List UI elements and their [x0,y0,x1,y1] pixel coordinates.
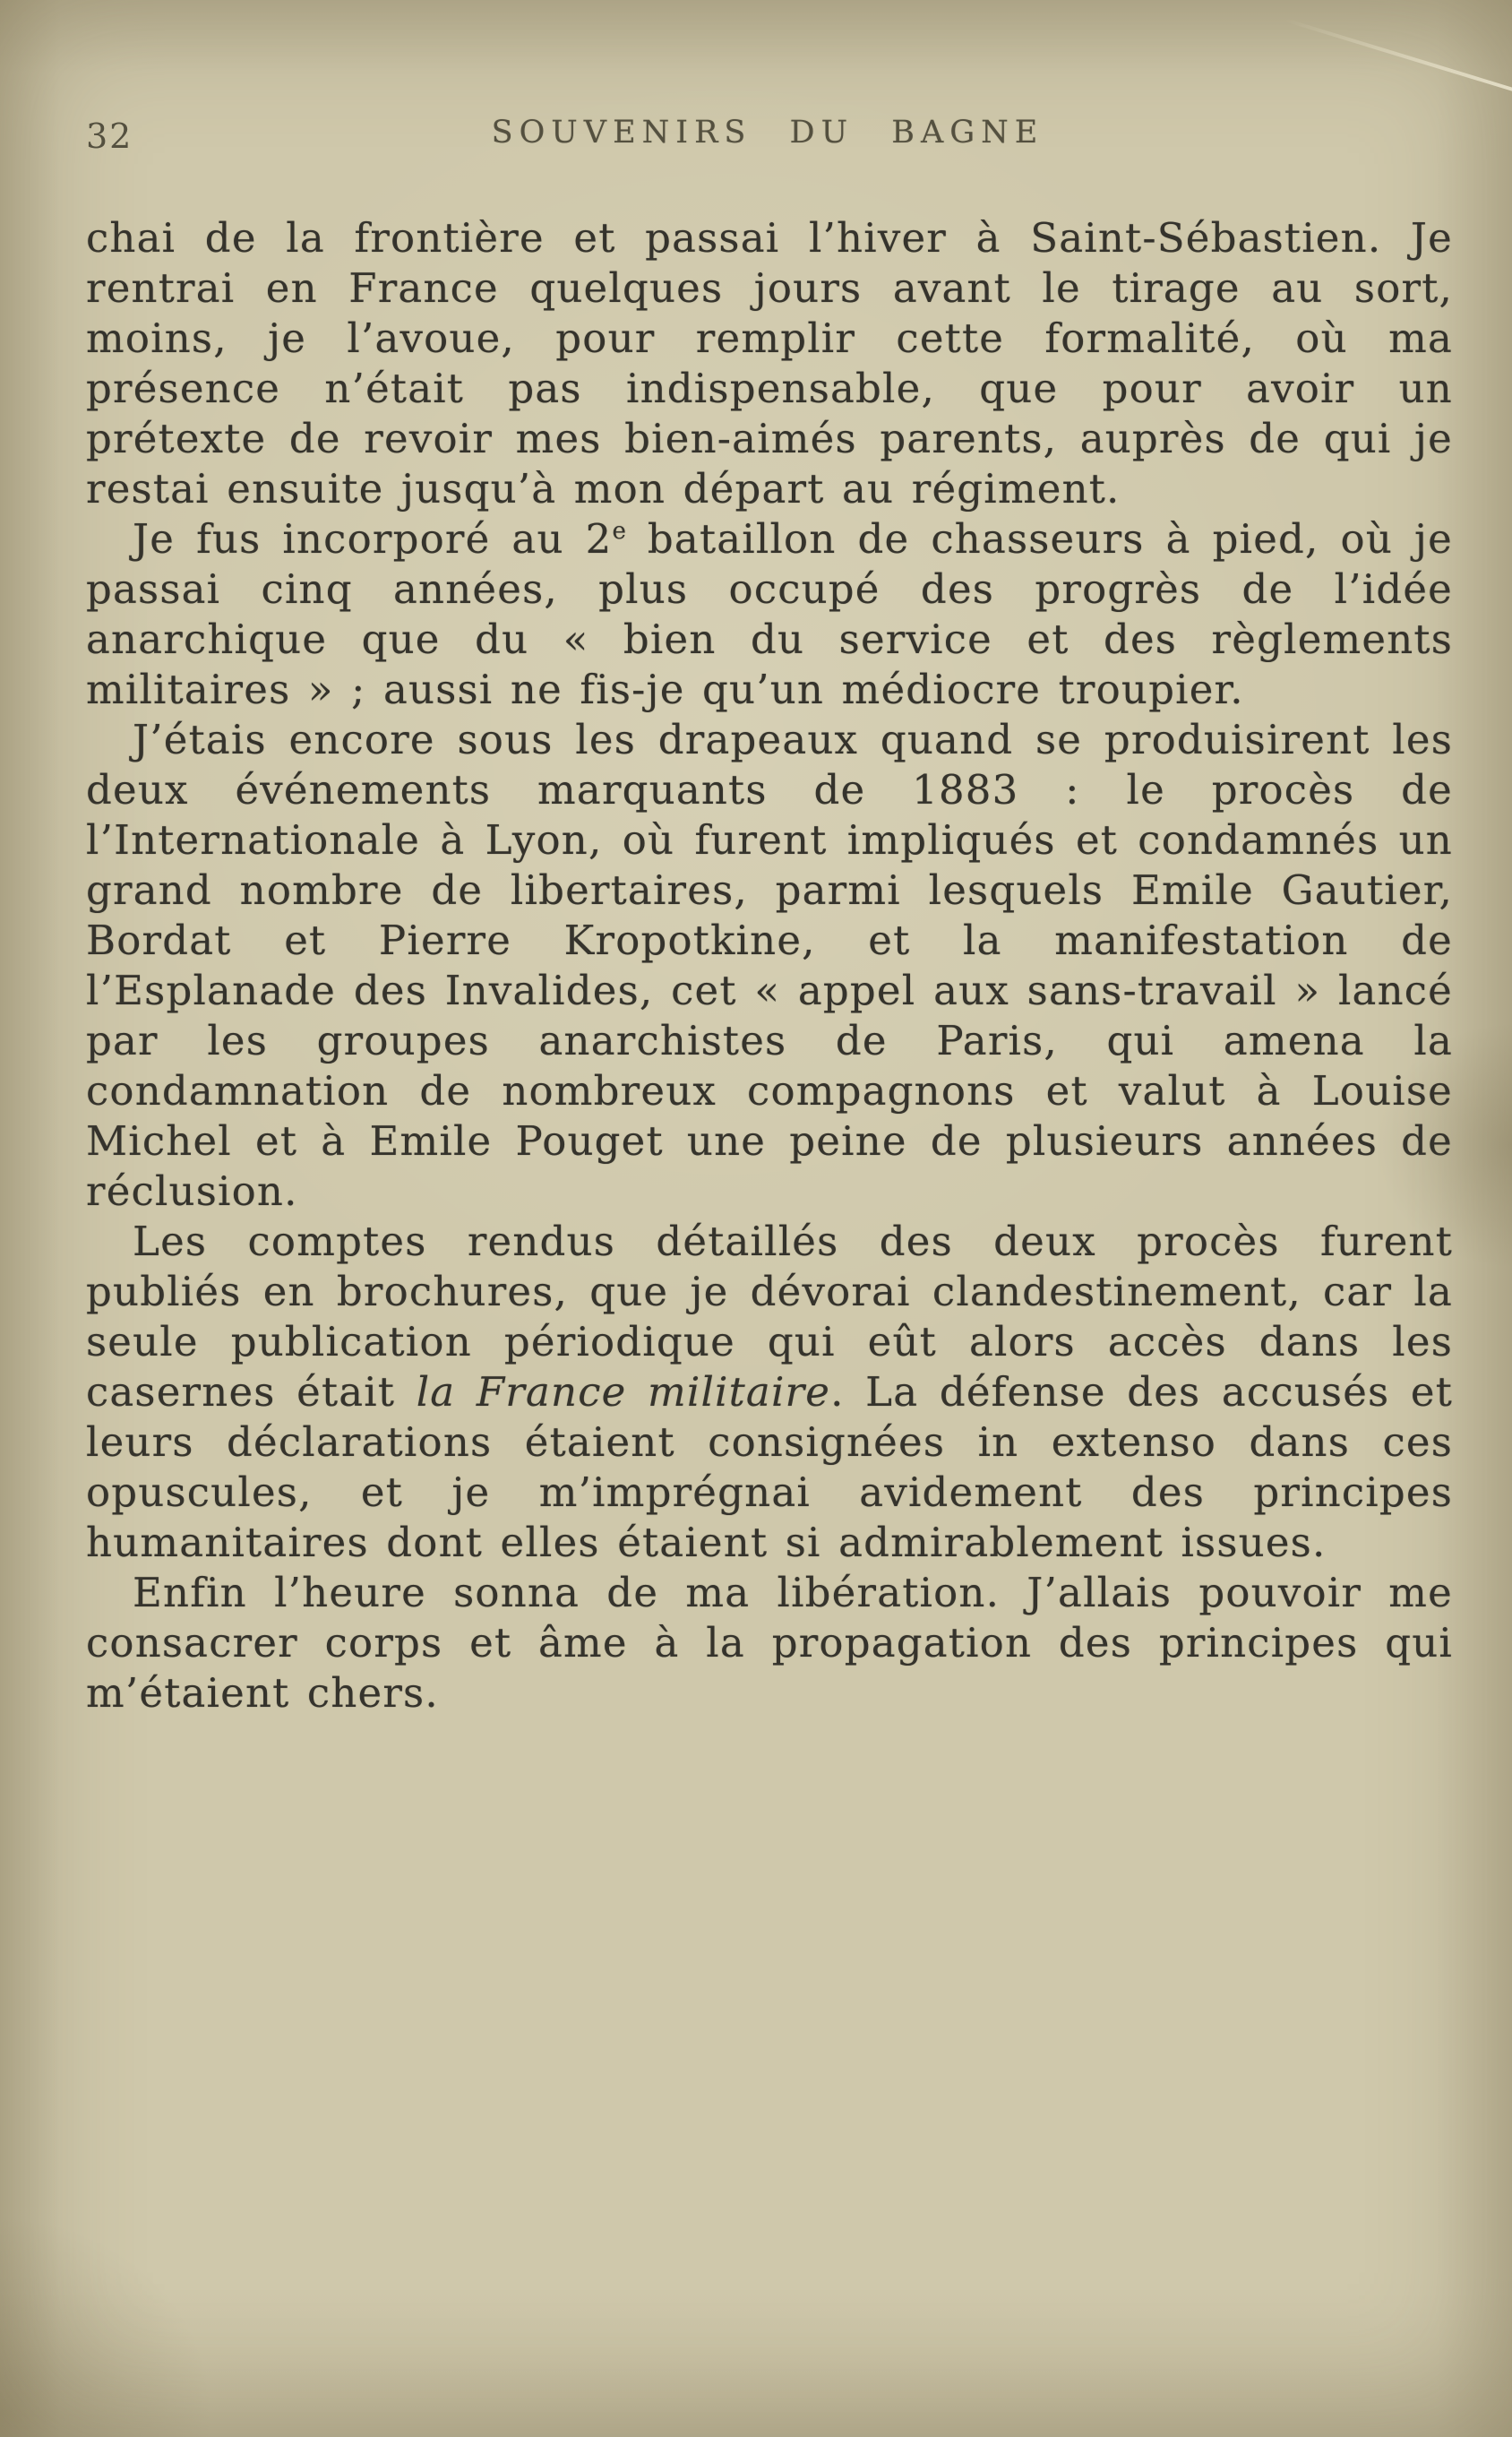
text-block [86,213,1453,1718]
paragraph [86,213,1453,514]
page-header [86,115,1449,161]
paragraph [86,1568,1453,1718]
paragraph [86,1217,1453,1568]
text-segment: . La défense des accusés et leurs déclarations étaient consignées in extenso dans ces opuscules, et je m’imprégnai avidement des principes humanitaires dont elles étaient si admirablement issues. [86,1368,1453,1566]
running-title: SOUVENIRS DU BAGNE [491,115,1044,151]
text-segment: Les comptes rendus détaillés des deux procès furent publiés en brochures, que je dévorai clandestinement, car la seule publication périodique qui eût alors accès dans les casernes était [86,1218,1453,1416]
text-segment: chai de la frontière et passai l’hiver à Saint-Sébastien. Je rentrai en France quelques jours avant le tirage au sort, moins, je l’avoue, pour remplir cette formalité, où ma présence n’était pas indispensable, que pour avoir un prétexte de revoir mes bien-aimés parents, auprès de qui je restai ensuite jusqu’à mon départ au régiment. [86,214,1453,512]
text-segment: bataillon de chasseurs à pied, où je passai cinq années, plus occupé des progrès de l’idée anarchique que du « bien du service et des règlements militaires » ; aussi ne fis-je qu’un médiocre troupier. [86,515,1453,713]
text-segment: Enfin l’heure sonna de ma libération. J’allais pouvoir me consacrer corps et âme à la propagation des principes qui m’étaient chers. [86,1569,1453,1717]
page-number: 32 [86,116,133,156]
text-segment: la France militaire [416,1368,831,1416]
text-segment: e [612,518,626,545]
paragraph [86,514,1453,715]
paper-crease [1284,18,1512,100]
text-segment: J’étais encore sous les drapeaux quand se produisirent les deux événements marquants de 1883 : le procès de l’Internationale à Lyon, où furent impliqués et condamnés un grand nombre de libertaires, parmi lesquels Emile Gautier, Bordat et Pierre Kropotkine, et la manifestation de l’Esplanade des Invalides, cet « appel aux sans-travail » lancé par les groupes anarchistes de Paris, qui amena la condamnation de nombreux compagnons et valut à Louise Michel et à Emile Pouget une peine de plusieurs années de réclusion. [86,716,1453,1215]
paragraph [86,715,1453,1217]
text-segment: Je fus incorporé au 2 [133,515,613,563]
